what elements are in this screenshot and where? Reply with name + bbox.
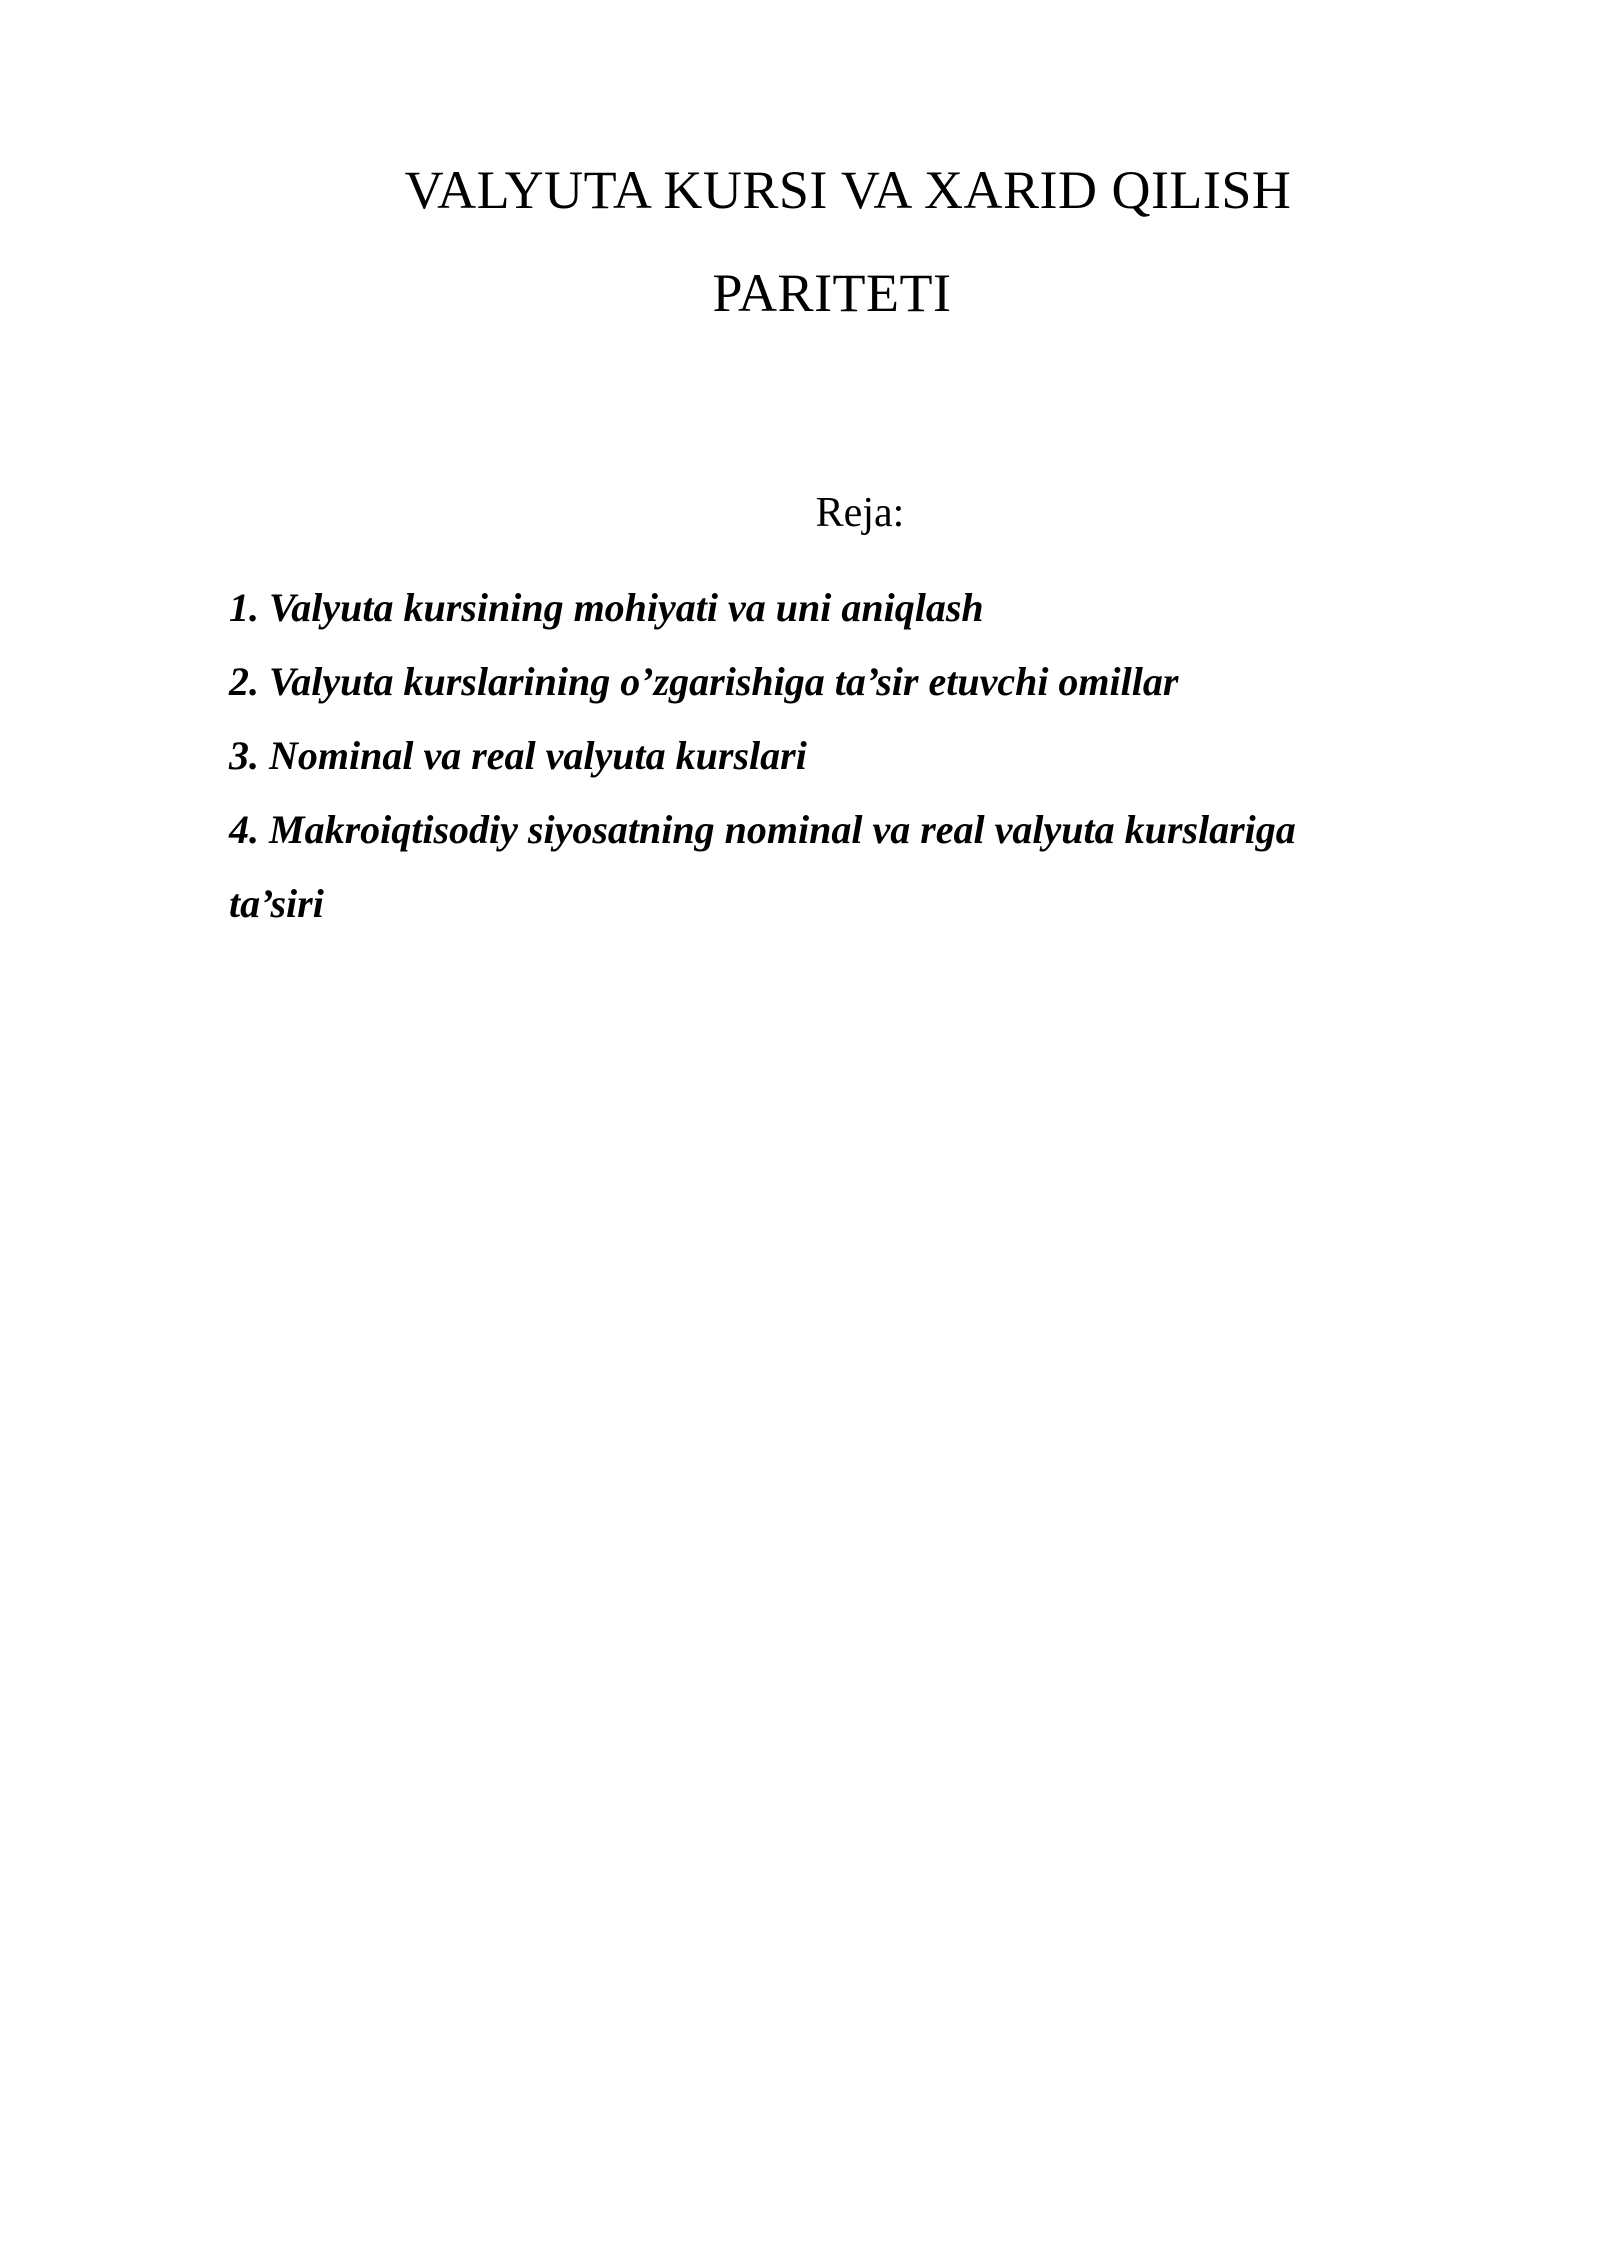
plan-item: 4. Makroiqtisodiy siyosatning nominal va real valyuta kurslariga ta’siri — [229, 807, 1296, 926]
plan-item: 3. Nominal va real valyuta kurslari — [229, 733, 807, 778]
plan-item: 1. Valyuta kursining mohiyati va uni aniqlash — [229, 585, 984, 630]
plan-item: 2. Valyuta kurslarining o’zgarishiga ta’sir etuvchi omillar — [229, 659, 1179, 704]
document-title-line-1: VALYUTA KURSI VA XARID QILISH — [404, 160, 1292, 220]
plan-list — [229, 571, 1389, 941]
document-title-line-2: PARITETI — [712, 263, 952, 323]
plan-heading: Reja: — [815, 490, 905, 536]
